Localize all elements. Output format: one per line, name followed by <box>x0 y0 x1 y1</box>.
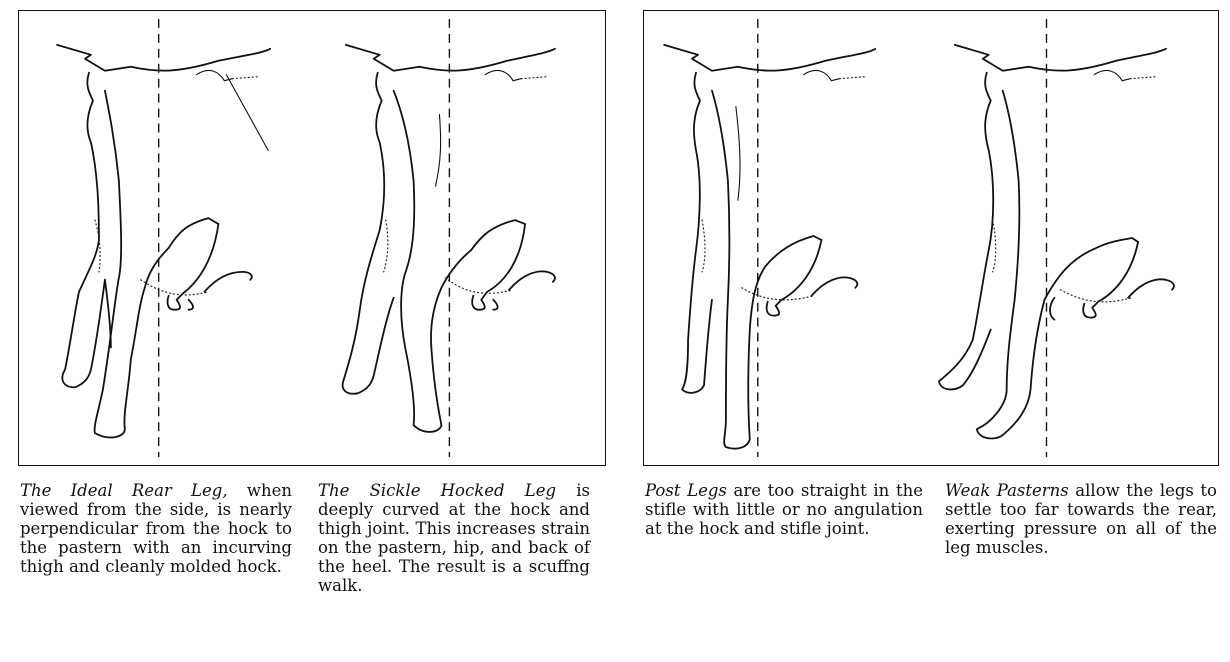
caption-term: The Ideal Rear Leg, <box>20 481 228 500</box>
caption-sickle-hocked-leg <box>318 481 590 595</box>
caption-term: Post Legs <box>645 481 727 500</box>
cow-weak-pasterns <box>939 45 1174 439</box>
illustration-right-panel <box>644 11 1218 465</box>
caption-text: is deeply curved at the hock and thigh joint. This increases strain on the pastern, hip, and back of the heel. The result is a scuffng walk. <box>318 481 590 595</box>
caption-term: The Sickle Hocked Leg <box>318 481 557 500</box>
cow-post-legs <box>664 45 875 449</box>
panel-post-and-weak <box>643 10 1219 466</box>
caption-weak-pasterns <box>945 481 1217 557</box>
cow-sickle-hocked-leg <box>343 45 555 432</box>
illustration-left-panel <box>19 11 605 465</box>
caption-text: when viewed from the side, is nearly perpendicular from the hock to the pastern with an incurving thigh and cleanly molded hock. <box>20 481 292 576</box>
caption-post-legs <box>645 481 923 538</box>
caption-text: are too straight in the stifle with little or no angulation at the hock and stifle joint. <box>645 481 923 538</box>
cow-ideal-rear-leg <box>57 45 270 438</box>
caption-text: allow the legs to settle too far towards the rear, exerting pressure on all of the leg muscles. <box>945 481 1217 557</box>
caption-term: Weak Pasterns <box>945 481 1069 500</box>
caption-ideal-rear-leg <box>20 481 292 576</box>
panel-ideal-and-sickle <box>18 10 606 466</box>
